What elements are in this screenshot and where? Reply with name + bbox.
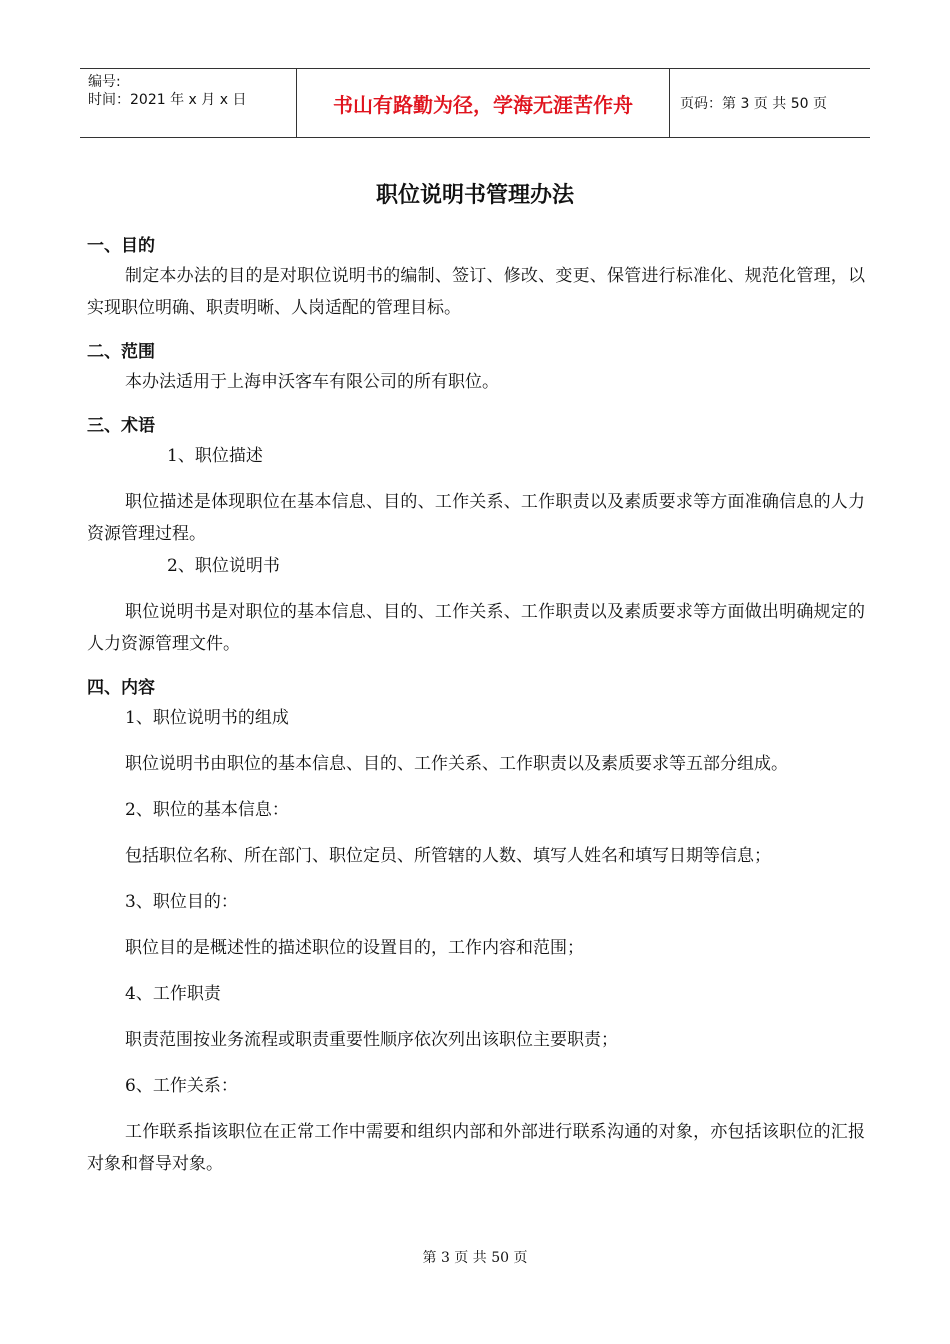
list-item: 2、职位的基本信息： [125, 800, 289, 820]
section-heading: 一、目的 [87, 236, 155, 256]
list-item: 职位目的是概述性的描述职位的设置目的，工作内容和范围； [125, 938, 584, 958]
document-title: 职位说明书管理办法 [375, 183, 574, 208]
paragraph: 工作联系指该职位在正常工作中需要和组织内部和外部进行联系沟通的对象，亦包括该职位的汇报对象和督导对象。 [87, 1122, 865, 1174]
section-heading: 三、术语 [87, 416, 155, 436]
header-motto: 书山有路勤为径，学海无涯苦作舟 [297, 69, 670, 137]
number-label: 编号: [88, 74, 121, 90]
header-meta [80, 69, 297, 137]
document-body [87, 232, 865, 1180]
time-label: 时间：2021 年 x 月 x 日 [88, 92, 247, 108]
list-item: 3、职位目的： [125, 892, 238, 912]
paragraph: 职位描述是体现职位在基本信息、目的、工作关系、工作职责以及素质要求等方面准确信息的人力资源管理过程。 [87, 492, 865, 544]
list-item: 4、工作职责 [125, 984, 221, 1004]
paragraph: 职位说明书是对职位的基本信息、目的、工作关系、工作职责以及素质要求等方面做出明确规定的人力资源管理文件。 [87, 602, 865, 654]
list-item: 1、职位说明书的组成 [125, 708, 289, 728]
section-heading: 四、内容 [87, 678, 155, 698]
paragraph: 制定本办法的目的是对职位说明书的编制、签订、修改、变更、保管进行标准化、规范化管理，以实现职位明确、职责明晰、人岗适配的管理目标。 [87, 266, 865, 318]
paragraph: 本办法适用于上海申沃客车有限公司的所有职位。 [125, 372, 499, 392]
list-item: 6、工作关系： [125, 1076, 238, 1096]
list-item: 包括职位名称、所在部门、职位定员、所管辖的人数、填写人姓名和填写日期等信息； [125, 846, 771, 866]
subheading: 2、职位说明书 [167, 556, 280, 576]
section-heading: 二、范围 [87, 342, 155, 362]
page-header [80, 68, 870, 138]
subheading: 1、职位描述 [167, 446, 263, 466]
list-item: 职责范围按业务流程或职责重要性顺序依次列出该职位主要职责； [125, 1030, 618, 1050]
page-footer: 第 3 页 共 50 页 [422, 1250, 528, 1266]
header-page-info: 页码：第 3 页 共 50 页 [680, 96, 827, 112]
list-item: 职位说明书由职位的基本信息、目的、工作关系、工作职责以及素质要求等五部分组成。 [125, 754, 788, 774]
